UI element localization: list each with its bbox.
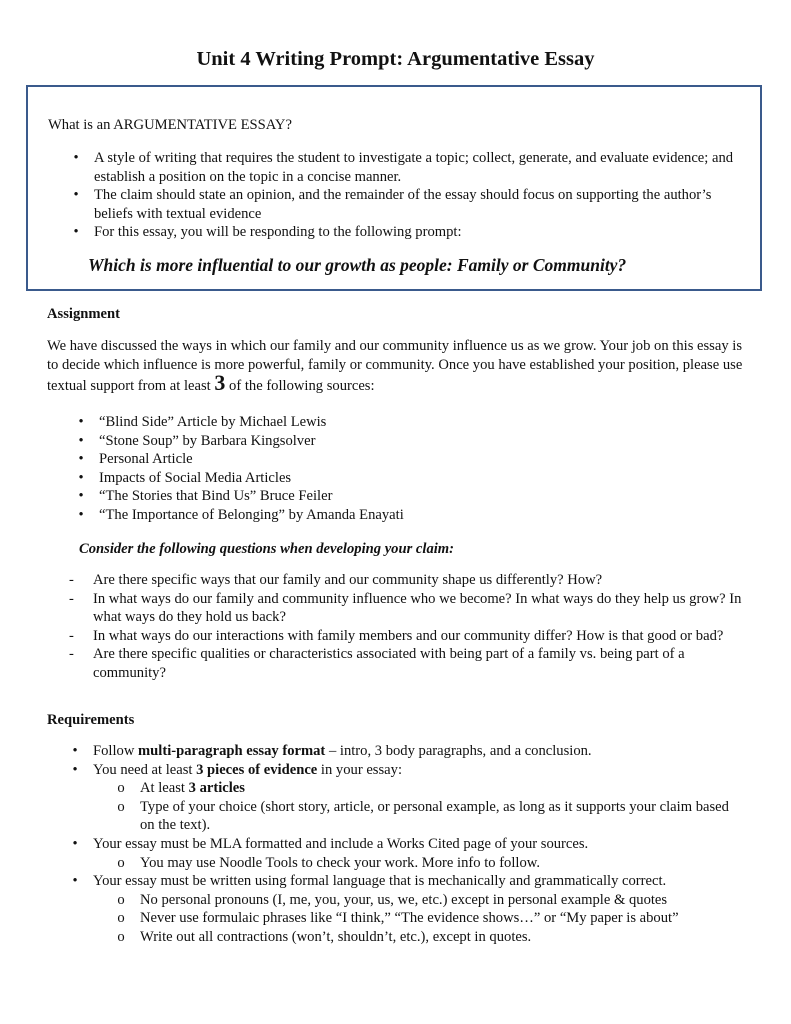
dash-icon: - [69,646,74,663]
circle-bullet-icon: o [117,928,125,945]
page-title: Unit 4 Writing Prompt: Argumentative Essay [196,48,595,70]
list-item: • For this essay, you will be responding to the following prompt: [48,223,748,242]
dash-icon: - [69,590,74,607]
bullet-icon: • [72,743,78,759]
dash-icon: - [69,572,74,588]
mla-sublist [47,854,747,873]
list-item: • A style of writing that requires the student to investigate a topic; collect, generate, and evaluate evidence; and establish a position on the topic in a concise manner. [48,149,748,186]
list-item: • “Blind Side” Article by Michael Lewis [53,413,753,432]
list-item: - Are there specific qualities or characteristics associated with being part of a family vs. being part of a community? [69,646,685,681]
list-item: • Your essay must be written using formal language that is mechanically and grammatically correct. [47,872,747,891]
circle-bullet-icon: o [117,854,125,871]
list-item: • “Stone Soup” by Barbara Kingsolver [53,432,753,451]
box-question: What is an ARGUMENTATIVE ESSAY? [48,117,292,133]
assignment-heading: Assignment [47,306,120,322]
bullet-icon: • [78,506,84,523]
bullet-icon: • [78,414,84,430]
bullet-icon: • [78,432,84,449]
list-item: - Are there specific ways that our family and our community shape us differently? How? [69,572,603,588]
list-item: • Your essay must be MLA formatted and include a Works Cited page of your sources. [47,835,747,854]
bullet-icon: • [72,873,78,890]
sub-list-container [47,854,747,873]
list-item: o Write out all contractions (won’t, shouldn’t, etc.), except in quotes. [47,928,747,947]
assignment-paragraph: We have discussed the ways in which our family and our community influence us as we grow. Your job on this essay is to decide which influence is more powerful, family or community. Once you have established your position, please use textual support from at least 3 of the following sources: [47,338,743,396]
bullet-icon: • [73,150,79,166]
list-item: • Personal Article [53,450,753,469]
list-item: o You may use Noodle Tools to check your work. More info to follow. [47,854,747,873]
circle-bullet-icon: o [117,891,125,908]
questions-list [47,571,747,683]
essay-prompt: Which is more influential to our growth as people: Family or Community? [88,255,627,275]
list-item: o Type of your choice (short story, article, or personal example, as long as it supports your claim based on the text). [47,798,747,835]
list-item: • “The Importance of Belonging” by Amanda Enayati [53,506,753,525]
list-item: o Never use formulaic phrases like “I think,” “The evidence shows…” or “My paper is about” [47,909,747,928]
list-item: • The claim should state an opinion, and the remainder of the essay should focus on supporting the author’s beliefs with textual evidence [48,186,748,223]
sources-list [53,413,753,525]
circle-bullet-icon: o [117,780,125,797]
bullet-icon: • [73,224,79,241]
circle-bullet-icon: o [117,798,125,815]
list-item: o At least 3 articles [47,779,747,798]
sub-list-container [47,891,747,947]
sub-list-container [47,779,747,835]
circle-bullet-icon: o [117,910,125,927]
evidence-sublist [47,779,747,835]
source-count: 3 [214,370,226,396]
bullet-icon: • [78,469,84,486]
dash-icon: - [69,627,74,644]
list-item: • “The Stories that Bind Us” Bruce Feiler [53,487,753,506]
bullet-icon: • [78,488,84,505]
bullet-icon: • [78,451,84,468]
bullet-icon: • [73,187,79,204]
consider-heading: Consider the following questions when developing your claim: [79,541,455,557]
list-item: o No personal pronouns (I, me, you, your, us, we, etc.) except in personal example & quotes [47,891,747,910]
list-item: • You need at least 3 pieces of evidence in your essay: [47,761,747,780]
list-item: • Impacts of Social Media Articles [53,469,753,488]
bullet-icon: • [72,835,78,852]
bullet-icon: • [72,761,78,778]
definition-list [48,149,748,242]
requirements-heading: Requirements [47,712,135,728]
definition-box [26,85,762,291]
language-sublist [47,891,747,947]
list-item: • Follow multi-paragraph essay format – intro, 3 body paragraphs, and a conclusion. [47,742,747,761]
list-item: - In what ways do our family and community influence who we become? In what ways do they help us grow? In what ways do they hold us back? [69,590,742,626]
requirements-list [47,742,747,947]
list-item: - In what ways do our interactions with family members and our community differ? How is that good or bad? [69,627,724,644]
